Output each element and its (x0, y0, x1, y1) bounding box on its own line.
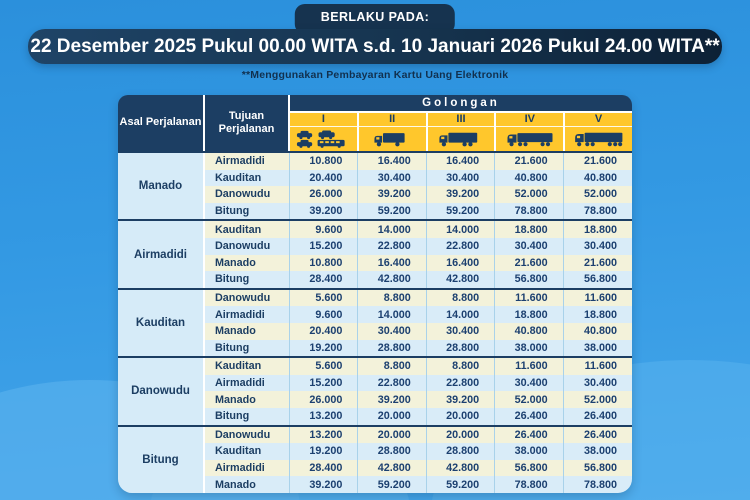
fare-cell: 11.600 (495, 290, 563, 307)
fare-cell: 42.800 (358, 271, 426, 288)
fare-cell: 56.800 (564, 271, 632, 288)
fare-cell: 5.600 (290, 290, 358, 307)
fare-cell: 10.800 (290, 153, 358, 170)
fare-cell: 30.400 (358, 170, 426, 187)
destination-cell: Airmadidi (205, 375, 290, 392)
fare-cell: 42.800 (358, 460, 426, 477)
fare-cell: 26.400 (564, 427, 632, 444)
destination-cell: Manado (205, 476, 290, 493)
fare-cell: 16.400 (358, 153, 426, 170)
fare-cell: 26.400 (495, 427, 563, 444)
fare-cell: 39.200 (427, 391, 495, 408)
destination-cell: Bitung (205, 203, 290, 220)
fare-cell: 14.000 (358, 306, 426, 323)
fare-cell: 38.000 (495, 443, 563, 460)
fare-cell: 13.200 (290, 408, 358, 425)
fare-cell: 20.000 (358, 427, 426, 444)
fare-cell: 52.000 (495, 186, 563, 203)
origin-cell: Danowudu (118, 358, 205, 424)
fare-cell: 14.000 (427, 306, 495, 323)
fare-cell: 19.200 (290, 340, 358, 357)
fare-cell: 21.600 (495, 153, 563, 170)
fare-cell: 59.200 (358, 203, 426, 220)
origin-group-kauditan (118, 288, 632, 356)
destination-cell: Airmadidi (205, 153, 290, 170)
fare-table-body (118, 153, 632, 493)
fare-cell: 21.600 (564, 153, 632, 170)
origin-header-label: Asal Perjalanan (119, 116, 202, 129)
destination-cell: Airmadidi (205, 460, 290, 477)
fare-cell: 40.800 (564, 170, 632, 187)
fare-table (118, 95, 632, 493)
fare-cell: 11.600 (495, 358, 563, 375)
fare-cell: 28.400 (290, 271, 358, 288)
fare-cell: 30.400 (358, 323, 426, 340)
validity-period-text: 22 Desember 2025 Pukul 00.00 WITA s.d. 10 Januari 2026 Pukul 24.00 WITA** (30, 35, 720, 57)
fare-cell: 8.800 (358, 290, 426, 307)
fare-cell: 22.800 (427, 375, 495, 392)
destination-header-cell (205, 95, 290, 151)
fare-cell: 14.000 (358, 221, 426, 238)
fare-cell: 39.200 (290, 476, 358, 493)
fare-cell: 38.000 (495, 340, 563, 357)
fare-cell: 38.000 (564, 340, 632, 357)
fare-cell: 11.600 (564, 290, 632, 307)
destination-cell: Bitung (205, 271, 290, 288)
destination-cell: Airmadidi (205, 306, 290, 323)
destination-cell: Manado (205, 323, 290, 340)
fare-cell: 9.600 (290, 306, 358, 323)
fare-cell: 9.600 (290, 221, 358, 238)
fare-cell: 39.200 (358, 391, 426, 408)
fare-cell: 26.000 (290, 391, 358, 408)
fare-cell: 16.400 (427, 255, 495, 272)
destination-cell: Kauditan (205, 443, 290, 460)
fare-cell: 38.000 (564, 443, 632, 460)
class-numeral: III (428, 113, 495, 127)
class-column-header (290, 113, 359, 151)
fare-cell: 11.600 (564, 358, 632, 375)
fare-cell: 21.600 (564, 255, 632, 272)
class-numeral: IV (496, 113, 563, 127)
fare-cell: 59.200 (358, 476, 426, 493)
fare-cell: 18.800 (564, 306, 632, 323)
validity-label: BERLAKU PADA: (320, 10, 430, 24)
destination-cell: Manado (205, 391, 290, 408)
destination-cell: Kauditan (205, 170, 290, 187)
fare-cell: 20.400 (290, 170, 358, 187)
cars-and-bus-icon (290, 127, 357, 151)
fare-cell: 30.400 (564, 238, 632, 255)
fare-cell: 18.800 (564, 221, 632, 238)
fare-cell: 8.800 (358, 358, 426, 375)
fare-cell: 21.600 (495, 255, 563, 272)
fare-cell: 16.400 (427, 153, 495, 170)
fare-cell: 28.800 (358, 340, 426, 357)
validity-period-bar (28, 29, 722, 64)
fare-cell: 42.800 (427, 460, 495, 477)
golongan-label: Golongan (422, 97, 500, 109)
class-numeral: II (359, 113, 426, 127)
fare-cell: 18.800 (495, 306, 563, 323)
class-column-header (428, 113, 497, 151)
fare-cell: 78.800 (495, 203, 563, 220)
fare-cell: 30.400 (427, 170, 495, 187)
fare-cell: 39.200 (358, 186, 426, 203)
fare-cell: 26.000 (290, 186, 358, 203)
destination-cell: Danowudu (205, 186, 290, 203)
fare-cell: 59.200 (427, 203, 495, 220)
class-numeral: I (290, 113, 357, 127)
fare-cell: 13.200 (290, 427, 358, 444)
golongan-bar (290, 95, 632, 113)
class-column-header (359, 113, 428, 151)
destination-cell: Kauditan (205, 221, 290, 238)
fare-cell: 14.000 (427, 221, 495, 238)
fare-cell: 42.800 (427, 271, 495, 288)
fare-cell: 20.000 (427, 427, 495, 444)
fare-cell: 20.000 (427, 408, 495, 425)
fare-cell: 20.000 (358, 408, 426, 425)
fare-cell: 15.200 (290, 238, 358, 255)
payment-note-text: **Menggunakan Pembayaran Kartu Uang Elektronik (241, 69, 509, 81)
fare-cell: 30.400 (495, 238, 563, 255)
origin-cell: Airmadidi (118, 221, 205, 287)
fare-cell: 16.400 (358, 255, 426, 272)
destination-cell: Danowudu (205, 427, 290, 444)
destination-cell: Bitung (205, 340, 290, 357)
origin-cell: Kauditan (118, 290, 205, 356)
fare-cell: 39.200 (290, 203, 358, 220)
fare-cell: 22.800 (358, 375, 426, 392)
destination-cell: Danowudu (205, 238, 290, 255)
origin-header-cell (118, 95, 205, 151)
fare-cell: 78.800 (564, 476, 632, 493)
fare-cell: 52.000 (564, 186, 632, 203)
fare-cell: 30.400 (495, 375, 563, 392)
fare-cell: 26.400 (495, 408, 563, 425)
fare-cell: 18.800 (495, 221, 563, 238)
destination-cell: Manado (205, 255, 290, 272)
fare-cell: 20.400 (290, 323, 358, 340)
fare-cell: 28.800 (427, 443, 495, 460)
destination-cell: Kauditan (205, 358, 290, 375)
origin-cell: Bitung (118, 427, 205, 493)
large-trailer-truck-icon (565, 127, 632, 151)
fare-cell: 28.800 (358, 443, 426, 460)
fare-cell: 59.200 (427, 476, 495, 493)
medium-truck-icon (428, 127, 495, 151)
fare-cell: 8.800 (427, 358, 495, 375)
semi-trailer-truck-icon (496, 127, 563, 151)
small-truck-icon (359, 127, 426, 151)
fare-cell: 22.800 (427, 238, 495, 255)
fare-cell: 56.800 (495, 460, 563, 477)
class-numeral: V (565, 113, 632, 127)
fare-cell: 39.200 (427, 186, 495, 203)
golongan-classes (290, 113, 632, 151)
payment-note (0, 69, 750, 81)
fare-cell: 56.800 (564, 460, 632, 477)
fare-cell: 30.400 (564, 375, 632, 392)
fare-cell: 56.800 (495, 271, 563, 288)
fare-cell: 30.400 (427, 323, 495, 340)
fare-cell: 10.800 (290, 255, 358, 272)
fare-cell: 26.400 (564, 408, 632, 425)
origin-group-bitung (118, 425, 632, 493)
fare-cell: 15.200 (290, 375, 358, 392)
fare-cell: 52.000 (564, 391, 632, 408)
origin-group-danowudu (118, 356, 632, 424)
destination-header-label: Tujuan Perjalanan (218, 109, 275, 135)
origin-cell: Manado (118, 153, 205, 219)
fare-cell: 40.800 (495, 170, 563, 187)
table-header (118, 95, 632, 153)
fare-cell: 8.800 (427, 290, 495, 307)
fare-cell: 40.800 (495, 323, 563, 340)
fare-cell: 5.600 (290, 358, 358, 375)
fare-cell: 52.000 (495, 391, 563, 408)
class-column-header (496, 113, 565, 151)
fare-cell: 78.800 (564, 203, 632, 220)
origin-group-airmadidi (118, 219, 632, 287)
golongan-header (290, 95, 632, 151)
destination-cell: Bitung (205, 408, 290, 425)
class-column-header (565, 113, 632, 151)
fare-cell: 22.800 (358, 238, 426, 255)
origin-group-manado (118, 153, 632, 219)
fare-cell: 19.200 (290, 443, 358, 460)
fare-cell: 28.800 (427, 340, 495, 357)
destination-cell: Danowudu (205, 290, 290, 307)
fare-cell: 28.400 (290, 460, 358, 477)
fare-cell: 78.800 (495, 476, 563, 493)
fare-cell: 40.800 (564, 323, 632, 340)
